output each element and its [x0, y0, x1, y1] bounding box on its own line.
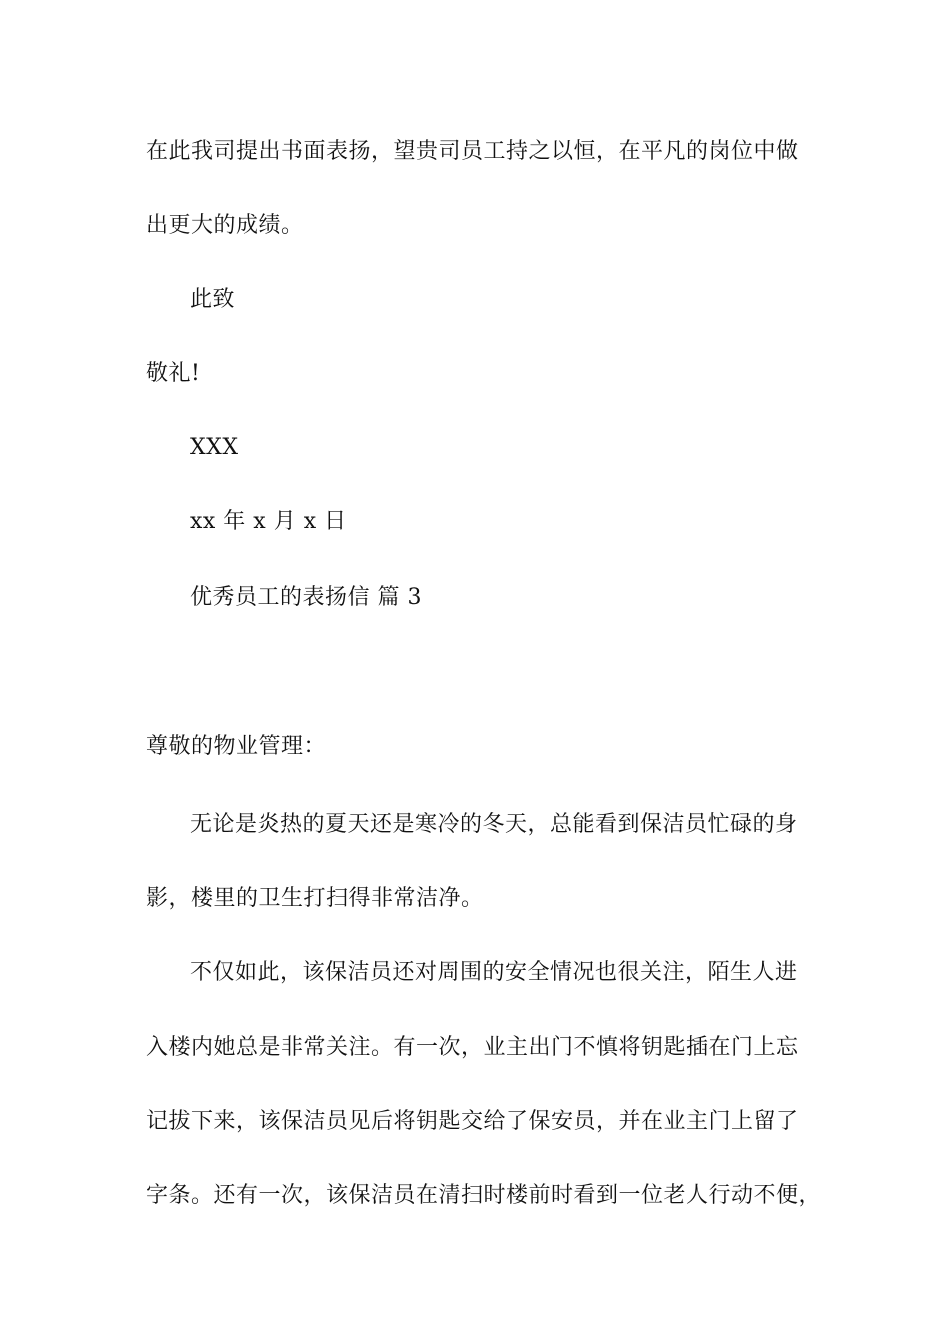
letter-greeting: 尊敬的物业管理：: [146, 734, 327, 759]
paragraph-line: 记拔下来，该保洁员见后将钥匙交给了保安员，并在业主门上留了: [146, 1109, 799, 1134]
signature-name: XXX: [190, 435, 239, 460]
signature-date: xx 年 x 月 x 日: [190, 509, 347, 534]
paragraph-line: 影，楼里的卫生打扫得非常洁净。: [146, 886, 484, 911]
paragraph-line: 无论是炎热的夏天还是寒冷的冬天，总能看到保洁员忙碌的身: [190, 812, 798, 837]
paragraph-line: 字条。还有一次，该保洁员在清扫时楼前时看到一位老人行动不便，: [146, 1183, 822, 1208]
section-heading: 优秀员工的表扬信 篇 3: [190, 585, 422, 610]
paragraph-line: 不仅如此，该保洁员还对周围的安全情况也很关注，陌生人进: [190, 960, 798, 985]
closing-respect: 敬礼!: [146, 361, 201, 386]
paragraph-line: 入楼内她总是非常关注。有一次，业主出门不慎将钥匙插在门上忘: [146, 1035, 799, 1060]
paragraph-line: 出更大的成绩。: [146, 213, 304, 238]
paragraph-line: 在此我司提出书面表扬，望贵司员工持之以恒，在平凡的岗位中做: [146, 139, 799, 164]
closing-salutation: 此致: [190, 287, 236, 312]
